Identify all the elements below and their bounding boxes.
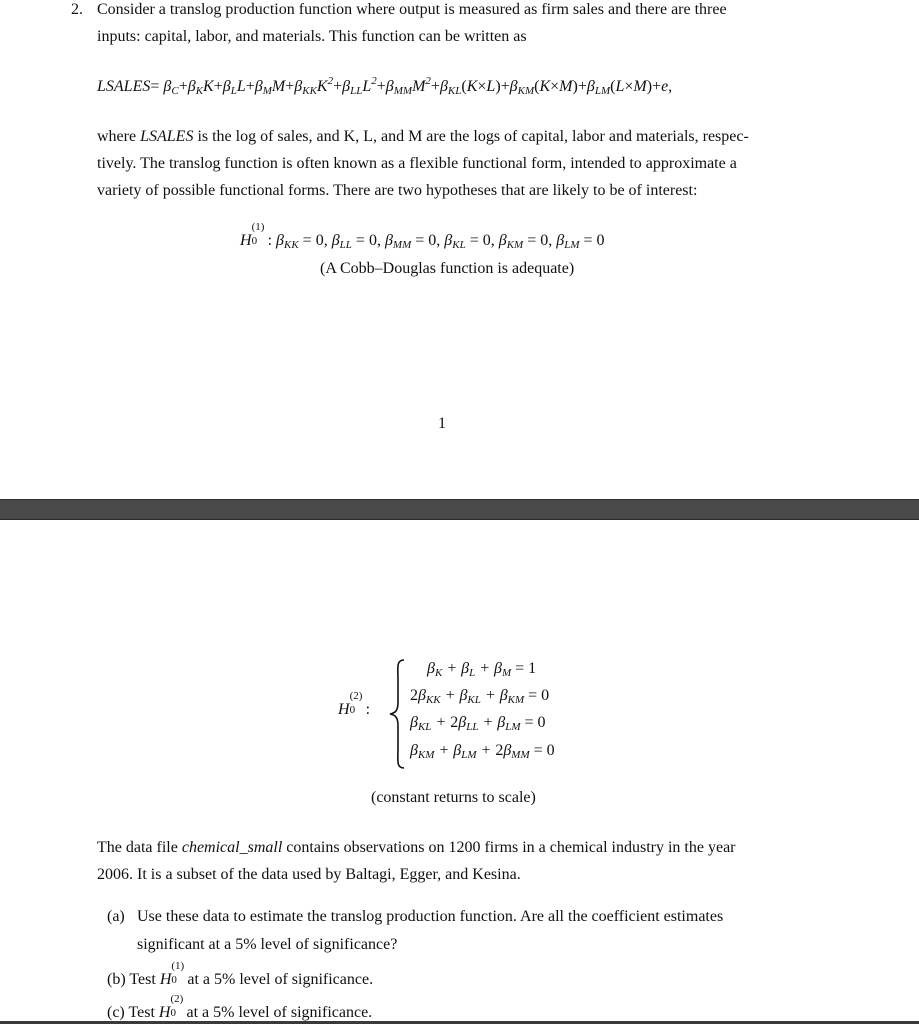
page-divider [0, 499, 919, 520]
data-line-1-post: contains observations on 1200 firms in a chemical industry in the year [286, 839, 736, 856]
data-line-2: 2006. It is a subset of the data used by Baltagi, Egger, and Kesina. [97, 866, 521, 883]
page-number: 1 [438, 415, 446, 432]
part-a-line-1: Use these data to estimate the translog production function. Are all the coefficient estimates [137, 908, 724, 925]
part-a-line-2: significant at a 5% level of significance? [137, 936, 398, 953]
intro-line-1: Consider a translog production function where output is measured as firm sales and there are three [97, 1, 727, 18]
part-c-label: (c) [107, 1004, 125, 1021]
hypothesis-2-caption: (constant returns to scale) [371, 789, 536, 806]
where-line-2: tively. The translog function is often known as a flexible functional form, intended to approximate a [97, 155, 737, 172]
part-c-pre: Test [128, 1004, 155, 1021]
equation-error-term: e, [661, 78, 673, 95]
constraint-3: $\beta_{KL} + 2\beta_{LL} + \beta_{LM} = 0$ [410, 714, 546, 733]
where-line-1 [97, 128, 749, 146]
part-b-pre: Test [129, 971, 156, 988]
where-lsales: LSALES [140, 128, 194, 145]
constraint-4: $\beta_{KM} + \beta_{LM} + 2\beta_{MM} = 0$ [410, 742, 555, 761]
translog-equation: LSALES= $\beta_C+\beta_KK+\beta_LL+\beta_MM+\beta_{KK}K^2+\beta_{LL}L^2+\beta_{MM}M^2+\beta_{KL}(K\times L)+\beta_{KM}(K\times M)+\beta_{LM}(L\times M)+e$, [97, 75, 673, 97]
equation-lhs: LSALES [97, 78, 151, 95]
where-line-1-rest: is the log of sales, and K, L, and M are the logs of capital, labor and materials, respec- [197, 128, 749, 145]
part-b-post: at a 5% level of significance. [187, 971, 374, 988]
part-c: (c) Test H (2) 0 at a 5% level of significance. [107, 993, 373, 1021]
part-b-label: (b) [107, 971, 126, 988]
part-a-label: (a) [107, 908, 125, 925]
part-b: (b) Test H (1) 0 at a 5% level of significance. [107, 960, 374, 988]
hypothesis-1: H (1) 0 : $\beta_{KK} = 0$, $\beta_{LL} = 0$, $\beta_{MM} = 0$, $\beta_{KL} = 0$, $\beta_{KM} = 0$, $\beta_{LM} = 0$ [240, 221, 605, 251]
data-line-1 [97, 839, 736, 857]
constraint-1: $\beta_K + \beta_L + \beta_M = 1$ [427, 660, 537, 679]
intro-line-2: inputs: capital, labor, and materials. This function can be written as [97, 28, 527, 45]
part-c-post: at a 5% level of significance. [186, 1004, 373, 1021]
constraint-2: $2\beta_{KK} + \beta_{KL} + \beta_{KM} = 0$ [410, 687, 550, 706]
hypothesis-1-caption: (A Cobb–Douglas function is adequate) [320, 260, 575, 277]
hypothesis-2-label: H (2) 0 : [338, 690, 371, 718]
where-prefix: where [97, 128, 137, 145]
data-file-name: chemical_small [181, 839, 283, 856]
where-line-3: variety of possible functional forms. There are two hypotheses that are likely to be of interest: [97, 182, 698, 199]
data-line-1-pre: The data file [97, 839, 178, 856]
problem-number: 2. [71, 1, 83, 18]
